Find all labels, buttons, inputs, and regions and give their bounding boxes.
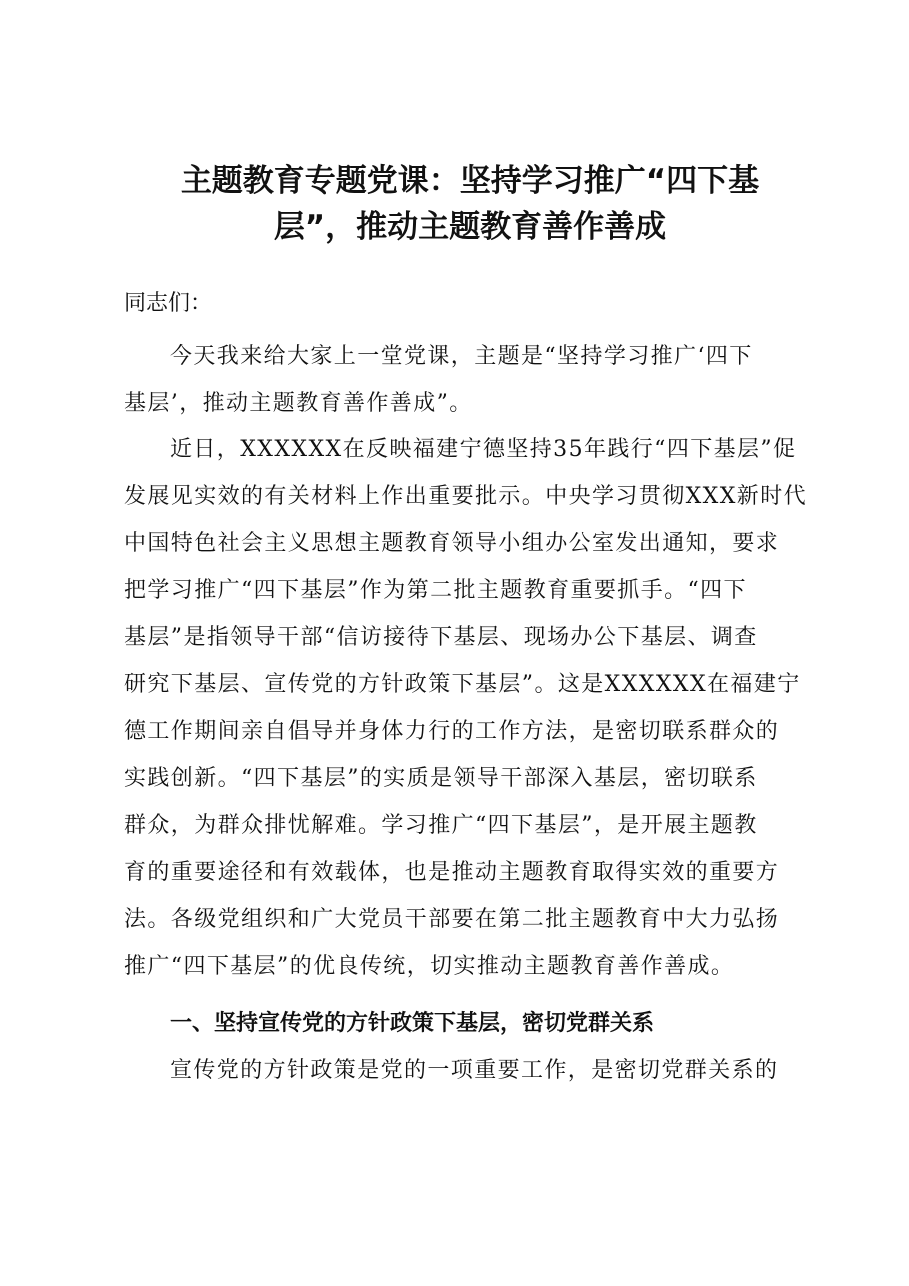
paragraph-intro	[124, 333, 824, 427]
paragraph-line: 中国特色社会主义思想主题教育领导小组办公室发出通知，要求	[124, 531, 780, 556]
paragraph-line: 基层’，推动主题教育善作善成”。	[124, 391, 473, 416]
paragraph-background	[124, 426, 824, 990]
paragraph-line: 把学习推广“四下基层”作为第二批主题教育重要抓手。“四下	[124, 578, 747, 603]
paragraph-line: 宣传党的方针政策是党的一项重要工作，是密切党群关系的	[170, 1058, 779, 1083]
section-heading-1: 一、坚持宣传党的方针政策下基层，密切党群关系	[170, 1011, 655, 1036]
paragraph-line: 基层”是指领导干部“信访接待下基层、现场办公下基层、调查	[124, 625, 758, 650]
paragraph-line: 德工作期间亲自倡导并身体力行的工作方法，是密切联系群众的	[124, 719, 780, 744]
paragraph-line: 群众，为群众排忧解难。学习推广“四下基层”，是开展主题教	[124, 813, 758, 838]
paragraph-line: 今天我来给大家上一堂党课，主题是“坚持学习推广‘四下	[170, 344, 753, 369]
document-title-line-1: 主题教育专题党课：坚持学习推广“四下基	[180, 163, 760, 199]
paragraph-line: 法。各级党组织和广大党员干部要在第二批主题教育中大力弘扬	[124, 907, 780, 932]
document-title-line-2: 层”，推动主题教育善作善成	[273, 209, 667, 245]
paragraph-line: 实践创新。“四下基层”的实质是领导干部深入基层，密切联系	[124, 766, 758, 791]
salutation: 同志们：	[124, 291, 213, 316]
paragraph-section-1	[124, 1047, 824, 1094]
paragraph-line: 研究下基层、宣传党的方针政策下基层”。这是XXXXXX在福建宁	[124, 672, 801, 697]
paragraph-line: 近日，XXXXXX在反映福建宁德坚持35年践行“四下基层”促	[170, 437, 797, 462]
paragraph-line: 育的重要途径和有效载体，也是推动主题教育取得实效的重要方	[124, 860, 780, 885]
paragraph-line: 推广“四下基层”的优良传统，切实推动主题教育善作善成。	[124, 954, 735, 979]
paragraph-line: 发展见实效的有关材料上作出重要批示。中央学习贯彻XXX新时代	[124, 484, 807, 509]
